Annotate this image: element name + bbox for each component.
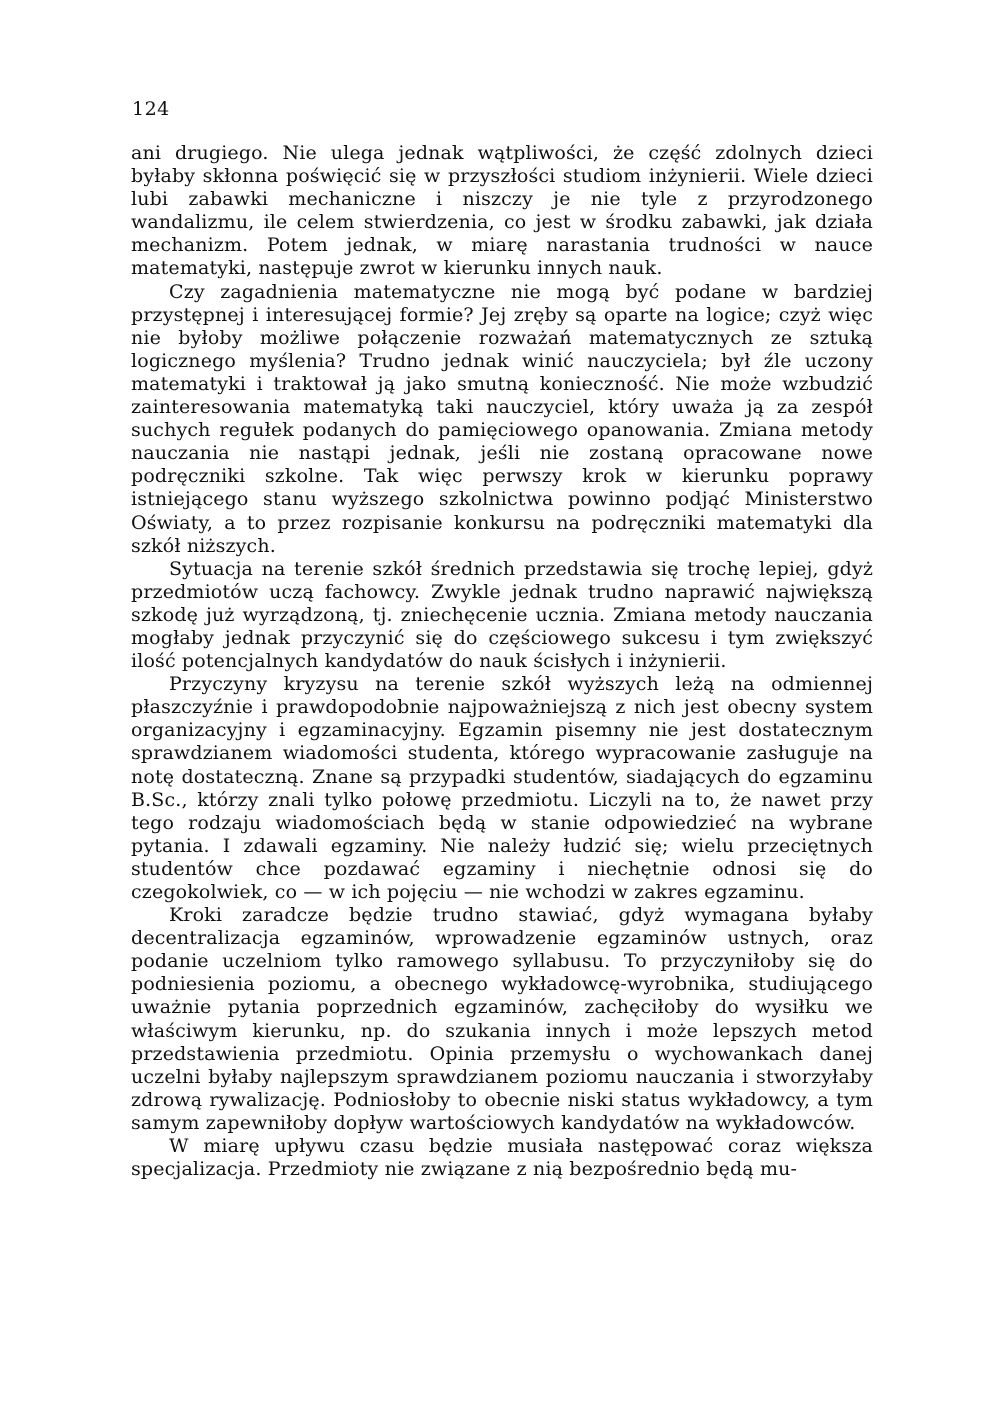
paragraph-specialization: W miarę upływu czasu będzie musiała następować coraz większa specjalizacja. Przedmioty nie związane z nią bezpośrednio będą mu- [131, 1135, 873, 1181]
paragraph-secondary-schools: Sytuacja na terenie szkół średnich przedstawia się trochę lepiej, gdyż przedmiotów uczą fachowcy. Zwykle jednak trudno naprawić największą szkodę już wyrządzoną, tj. zniechęcenie ucznia. Zmiana metody nauczania mogłaby jednak przyczynić się do częściowego sukcesu i tym zwiększyć ilość potencjalnych kandydatów do nauk ścisłych i inżynierii. [131, 557, 873, 673]
paragraph-mathematics-teaching: Czy zagadnienia matematyczne nie mogą być podane w bardziej przystępnej i interesującej formie? Jej zręby są oparte na logice; czyż więc nie byłoby możliwe połączenie rozważań matematycznych ze sztuką logicznego myślenia? Trudno jednak winić nauczyciela; był źle uczony matematyki i traktował ją jako smutną konieczność. Nie może wzbudzić zainteresowania matematyką taki nauczyciel, który uważa ją za zespół suchych regułek podanych do pamięciowego opanowania. Zmiana metody nauczania nie nastąpi jednak, jeśli nie zostaną opracowane nowe podręczniki szkolne. Tak więc perwszy krok w kierunku poprawy istniejącego stanu wyższego szkolnictwa powinno podjąć Ministerstwo Oświaty, a to przez rozpisanie konkursu na podręczniki matematyki dla szkół niższych. [131, 280, 873, 557]
paragraph-higher-education-crisis: Przyczyny kryzysu na terenie szkół wyższych leżą na odmiennej płaszczyźnie i prawdopodobnie najpoważniejszą z nich jest obecny system organizacyjny i egzaminacyjny. Egzamin pisemny nie jest dostatecznym sprawdzianem wiadomości studenta, którego wypracowanie zasługuje na notę dostateczną. Znane są przypadki studentów, siadających do egzaminu B.Sc., którzy znali tylko połowę przedmiotu. Liczyli na to, że nawet przy tego rodzaju wiadomościach będą w stanie odpowiedzieć na wybrane pytania. I zdawali egzaminy. Nie należy łudzić się; wielu przeciętnych studentów chce pozdawać egzaminy i niechętnie odnosi się do czegokolwiek, co — w ich pojęciu — nie wchodzi w zakres egzaminu. [131, 673, 873, 903]
page-number: 124 [132, 98, 170, 120]
paragraph-remedial-steps: Kroki zaradcze będzie trudno stawiać, gdyż wymagana byłaby decentralizacja egzaminów, wprowadzenie egzaminów ustnych, oraz podanie uczelniom tylko ramowego syllabusu. To przyczyniłoby się do podniesienia poziomu, a obecnego wykładowcę-wyrobnika, studiującego uważnie pytania poprzednich egzaminów, zachęciłoby do wysiłku we właściwym kierunku, np. do szukania innych i może lepszych metod przedstawienia przedmiotu. Opinia przemysłu o wychowankach danej uczelni byłaby najlepszym sprawdzianem poziomu nauczania i stworzyłaby zdrową rywalizację. Podniosłoby to obecnie niski status wykładowcy, a tym samym zapewniłoby dopływ wartościowych kandydatów na wykładowców. [131, 904, 873, 1134]
body-text [131, 142, 873, 1181]
paragraph-continuation: ani drugiego. Nie ulega jednak wątpliwości, że część zdolnych dzieci byłaby skłonna poświęcić się w przyszłości studiom inżynierii. Wiele dzieci lubi zabawki mechaniczne i niszczy je nie tyle z przyrodzonego wandalizmu, ile celem stwierdzenia, co jest w środku zabawki, jak działa mechanizm. Potem jednak, w miarę narastania trudności w nauce matematyki, następuje zwrot w kierunku innych nauk. [131, 142, 873, 280]
